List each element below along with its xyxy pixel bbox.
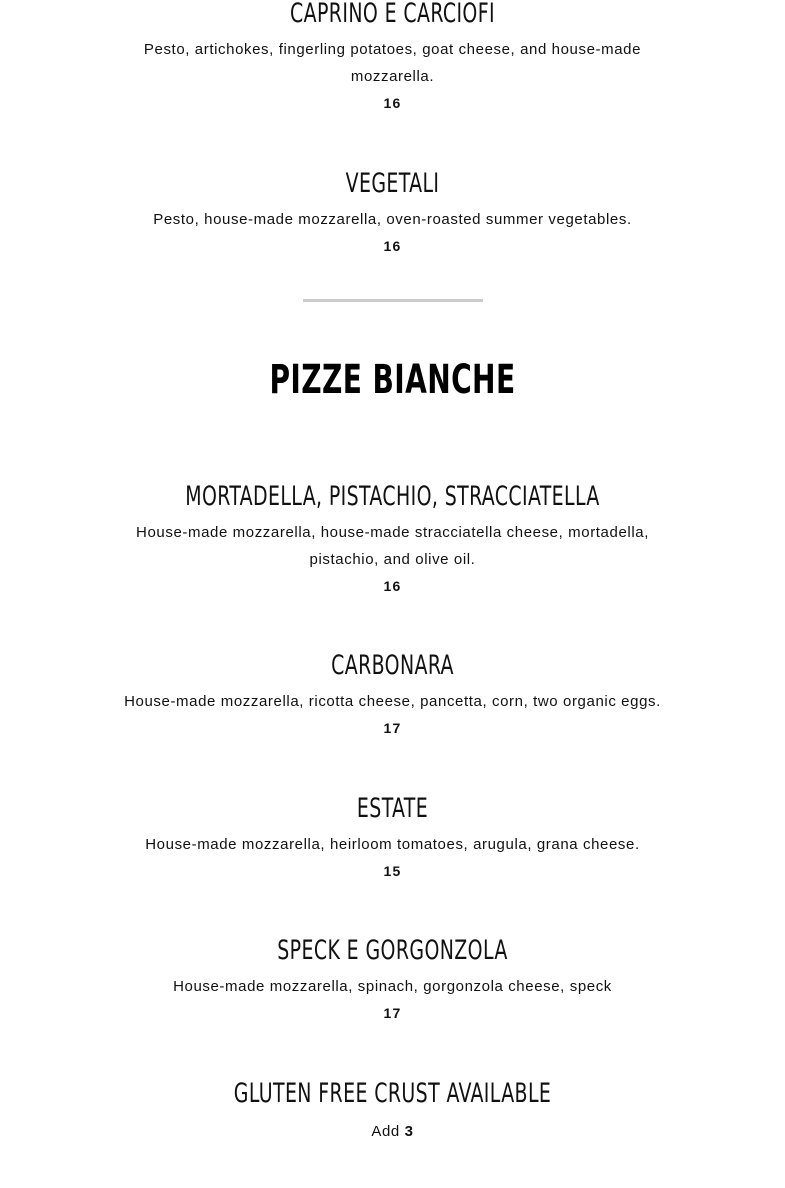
section-title: PIZZE BIANCHE: [269, 357, 516, 403]
note-add-label: Add: [371, 1123, 400, 1140]
menu-item-description: House-made mozzarella, heirloom tomatoes, arugula, grana cheese.: [145, 836, 640, 853]
menu-item-description: House-made mozzarella, ricotta cheese, pancetta, corn, two organic eggs.: [124, 693, 661, 710]
menu-item-description: House-made mozzarella, spinach, gorgonzola cheese, speck: [173, 978, 612, 995]
menu-item-name: SPECK E GORGONZOLA: [277, 935, 508, 966]
menu-item: [0, 168, 785, 256]
menu-item-price: 16: [383, 238, 402, 254]
menu-item: [0, 481, 785, 596]
note-add-line: [0, 1120, 785, 1144]
menu-item-price: 16: [383, 95, 402, 111]
menu-item-name: VEGETALI: [345, 168, 440, 199]
menu-item-description: House-made mozzarella, house-made stracciatella cheese, mortadella, pistachio, and olive oil.: [136, 524, 649, 568]
menu-item-price: 16: [383, 578, 402, 594]
menu-item: [0, 650, 785, 738]
menu-item: [0, 793, 785, 881]
menu-item-price: 17: [383, 720, 402, 736]
menu-item-name: MORTADELLA, PISTACHIO, STRACCIATELLA: [185, 481, 600, 512]
menu-item-description: Pesto, artichokes, fingerling potatoes, goat cheese, and house-made mozzarella.: [143, 41, 642, 85]
menu-item: [0, 0, 785, 113]
note-title: GLUTEN FREE CRUST AVAILABLE: [233, 1078, 552, 1109]
menu-item-price: 15: [383, 863, 402, 879]
menu-item-description: Pesto, house-made mozzarella, oven-roasted summer vegetables.: [153, 211, 632, 228]
menu-item-price: 17: [383, 1005, 402, 1021]
section-divider: [303, 299, 483, 302]
note-add-price: 3: [404, 1123, 414, 1140]
gluten-free-note: [0, 1078, 785, 1144]
menu-item: [0, 935, 785, 1023]
menu-item-name: CARBONARA: [331, 650, 454, 681]
menu-item-name: ESTATE: [356, 793, 429, 824]
menu-item-name: CAPRINO E CARCIOFI: [290, 0, 495, 29]
